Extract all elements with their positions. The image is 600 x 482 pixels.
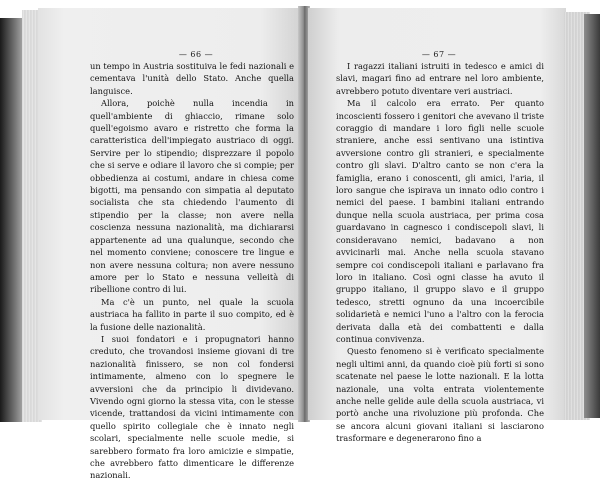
page-number: — 67 —	[421, 50, 457, 59]
paragraph: Ma c'è un punto, nel quale la scuola austriaca ha fallito in parte il suo compito, ed è la fusione delle nazionalità.	[90, 296, 294, 332]
right-page	[308, 8, 566, 444]
page-text	[336, 60, 544, 445]
paragraph: Questo fenomeno si è verificato specialmente negli ultimi anni, da quando cioè più forti si sono scatenate nel paese le lotte nazionali. E la lotta nazionale, una volta entrata violentemente anche nelle gelide aule della scuola austriaca, vi portò anche una rivoluzione più profonda. Che se ancora alcuni giovani italiani si lasciarono trasformare e degenerarono fino a	[336, 346, 544, 444]
left-page	[38, 8, 300, 481]
scan-background-right	[584, 14, 600, 418]
paragraph: un tempo in Austria sostituiva le fedi nazionali e cementava l'unità dello Stato. Anche quella languisce.	[90, 61, 294, 96]
paragraph: Ma il calcolo era errato. Per quanto incoscienti fossero i genitori che avevano il triste coraggio di mandare i loro figli nelle scuole straniere, anche essi sentivano una istintiva avversione contro gli stranieri, e specialmente contro gli slavi. D'altro canto se non c'era la famiglia, erano i conoscenti, gli amici, l'aria, il loro sangue che ispirava un innato odio contro i nemici del paese. I bambini italiani entrando dunque nella scuola austriaca, per prima cosa guardavano in cagnesco i condiscepoli slavi, li consideravano nemici, badavano a non avvicinarli mai. Anche nella scuola stavano sempre coi condiscepoli italiani e parlavano fra loro in italiano. Così ogni classe ha avuto il gruppo italiano, il gruppo slavo e il gruppo tedesco, stretti ognuno da una incoercibile solidarietà e nemici l'uno a l'altro con la ferocia derivata dalla età dei combattenti e dalla continua convivenza.	[336, 98, 544, 344]
paragraph: I suoi fondatori e i propugnatori hanno creduto, che trovandosi insieme giovani di tre nazionalità finissero, se non col fondersi intimamente, almeno con lo spegnere le avversioni che da principio li dividevano. Vivendo ogni giorno la stessa vita, con le stesse vicende, trattandosi da vicini intimamente con quello spirito collegiale che è innato negli scolari, specialmente nelle scuole medie, si sarebbero formato fra loro amicizie e simpatie, che avrebbero fatto dimenticare le differenze nazionali.	[90, 333, 294, 481]
page-number: — 66 —	[178, 50, 214, 59]
paragraph: Allora, poichè nulla incendia in quell'ambiente di ghiaccio, rimane solo quell'egoismo avaro e ristretto che forma la caratteristica dell'impiegato austriaco di oggi. Servire per lo stipendio; disprezzare il popolo che si serve e odiare il lavoro che si compie; per obbedienza ai costumi, andare in chiesa come bigotti, ma pensando con simpatia al deputato socialista che sta chiedendo l'aumento di stipendio per la classe; non avere nella coscienza nessuna nazionalità, ma dichiararsi appartenente ad una qualunque, secondo che nel momento conviene; conoscere tre lingue e non avere nessuna coltura; non avere nessuno amore per lo Stato e nessuna velleità di ribellione contro di lui.	[90, 98, 294, 295]
paragraph: I ragazzi italiani istruiti in tedesco e amici di slavi, magari fino ad entrare nel loro ambiente, avrebbero potuto diventare veri austriaci.	[336, 61, 544, 96]
page-text	[90, 60, 294, 482]
